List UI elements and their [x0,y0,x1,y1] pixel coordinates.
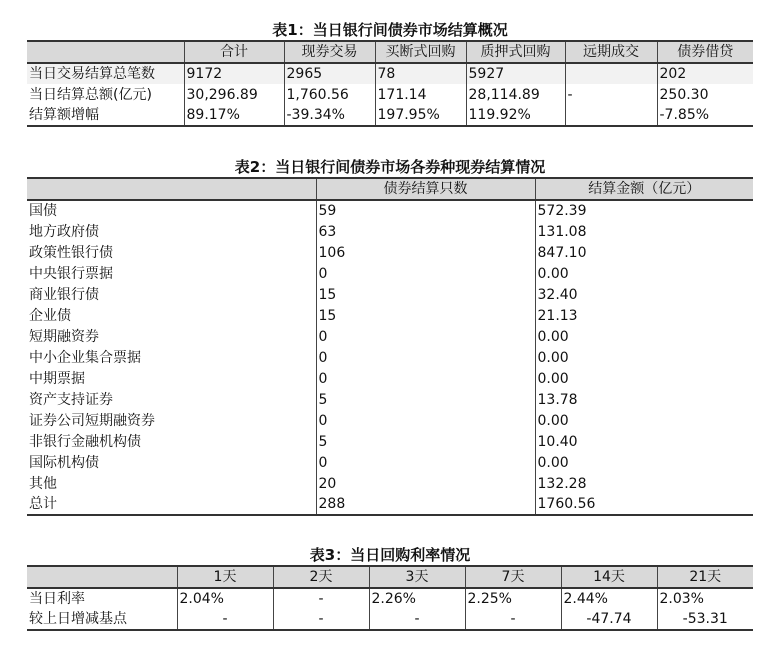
table-cell: 20 [316,473,535,494]
row-label: 中小企业集合票据 [29,349,141,366]
table-row [27,326,753,347]
table-cell: 5927 [466,63,565,84]
row-label: 当日结算总额(亿元) [29,86,152,103]
table-cell: 288 [316,494,535,515]
table-row [27,452,753,473]
table-cell: 0.00 [535,368,753,389]
row-label: 地方政府债 [29,223,99,240]
table-row [27,431,753,452]
table-cell: 10.40 [535,431,753,452]
table-cell: 5 [316,431,535,452]
table2-title: 表2：当日银行间债券市场各券种现券结算情况 [234,158,546,176]
table-cell: 63 [316,221,535,242]
table2-header-row [27,178,753,200]
table-row [27,63,753,84]
table-cell: 0 [316,410,535,431]
table-row [27,588,753,609]
table-cell: 0 [316,452,535,473]
table-cell: - [273,588,369,609]
row-label: 政策性银行债 [29,244,113,261]
table-cell: -47.74 [561,609,657,630]
table3-title: 表3：当日回购利率情况 [309,546,471,564]
table3-header-cell: 1天 [177,566,273,588]
table1-header-cell: 债券借贷 [657,41,753,63]
table-cell: 30,296.89 [184,84,284,105]
row-label: 当日交易结算总笔数 [27,63,184,84]
table1-header-row [27,41,753,63]
table-cell: 171.14 [375,84,466,105]
table3 [27,565,753,631]
table-cell: 15 [316,284,535,305]
table-cell: 132.28 [535,473,753,494]
table-cell: 250.30 [657,84,753,105]
table-cell: 0.00 [535,410,753,431]
table-cell: 0 [316,263,535,284]
table1-header-cell: 远期成交 [565,41,657,63]
table3-block [27,545,753,631]
table-row [27,494,753,515]
table-cell: 1760.56 [535,494,753,515]
table-row [27,242,753,263]
table-cell: 0.00 [535,263,753,284]
table1 [27,40,753,127]
table-cell: 119.92% [466,105,565,126]
row-label: 非银行金融机构债 [29,433,141,450]
table-cell: 0.00 [535,347,753,368]
table-cell: - [369,609,465,630]
table-row [27,473,753,494]
table-cell: 15 [316,305,535,326]
table-cell: 5 [316,389,535,410]
table-cell: 2.26% [369,588,465,609]
table-cell: 28,114.89 [466,84,565,105]
table-cell: -53.31 [657,609,753,630]
table-cell: - [177,609,273,630]
table-cell [565,63,657,84]
row-label: 结算额增幅 [29,107,99,123]
row-label: 短期融资券 [29,328,99,345]
table-cell: - [273,609,369,630]
table-cell: 2965 [284,63,375,84]
table-cell: 9172 [184,63,284,84]
row-label: 中期票据 [29,370,85,387]
table-cell: 0 [316,326,535,347]
table1-header-cell: 现券交易 [284,41,375,63]
table-cell: 59 [316,200,535,221]
table1-header-cell: 质押式回购 [466,41,565,63]
table-row [27,84,753,105]
table-cell: 847.10 [535,242,753,263]
table-cell: 1,760.56 [284,84,375,105]
table-row [27,368,753,389]
table2-header-cell: 债券结算只数 [316,178,535,200]
table-row [27,263,753,284]
table-row [27,221,753,242]
table-cell: 32.40 [535,284,753,305]
table-cell: 197.95% [375,105,466,126]
table-row [27,389,753,410]
row-label: 资产支持证券 [29,391,113,408]
table3-header-cell: 14天 [561,566,657,588]
table-cell: 89.17% [184,105,284,126]
table-cell: 0.00 [535,452,753,473]
table-row [27,347,753,368]
table-cell: - [565,84,657,105]
table-cell: 106 [316,242,535,263]
table-row [27,609,753,630]
table-cell: 0 [316,368,535,389]
table-cell: 131.08 [535,221,753,242]
table-cell: 2.04% [177,588,273,609]
table3-header-cell: 2天 [273,566,369,588]
table-cell: 78 [375,63,466,84]
table2 [27,177,753,516]
table3-header-cell: 3天 [369,566,465,588]
table-row [27,305,753,326]
table2-header-cell [27,178,316,200]
table-cell: 2.03% [657,588,753,609]
table-cell: -7.85% [657,105,753,126]
row-label: 国债 [29,203,57,219]
row-label: 其他 [29,475,57,492]
table2-header-cell: 结算金额（亿元） [535,178,753,200]
row-label: 较上日增减基点 [29,611,127,627]
row-label: 企业债 [29,307,71,324]
table-cell: -39.34% [284,105,375,126]
row-label: 中央银行票据 [29,265,113,282]
row-label: 证券公司短期融资券 [29,412,155,429]
table-row [27,105,753,126]
table3-header-cell: 7天 [465,566,561,588]
table-row [27,284,753,305]
table3-header-cell [27,566,177,588]
table3-header-cell: 21天 [657,566,753,588]
table1-header-cell: 合计 [184,41,284,63]
table-cell: 0 [316,347,535,368]
table-cell: 2.44% [561,588,657,609]
table3-header-row [27,566,753,588]
table2-block [27,157,753,516]
table-row [27,200,753,221]
table-cell [565,105,657,126]
row-label: 当日利率 [29,591,85,607]
table-cell: 0.00 [535,326,753,347]
table-cell: - [465,609,561,630]
row-label: 国际机构债 [29,454,99,471]
row-label: 总计 [29,496,57,512]
row-label: 商业银行债 [29,286,99,303]
table-cell: 202 [657,63,753,84]
table1-header-cell: 买断式回购 [375,41,466,63]
table1-header-cell [27,41,184,63]
table-cell: 13.78 [535,389,753,410]
table-cell: 2.25% [465,588,561,609]
table1-block [27,20,753,127]
table-row [27,410,753,431]
table1-title: 表1：当日银行间债券市场结算概况 [272,21,508,39]
table-cell: 21.13 [535,305,753,326]
table-cell: 572.39 [535,200,753,221]
